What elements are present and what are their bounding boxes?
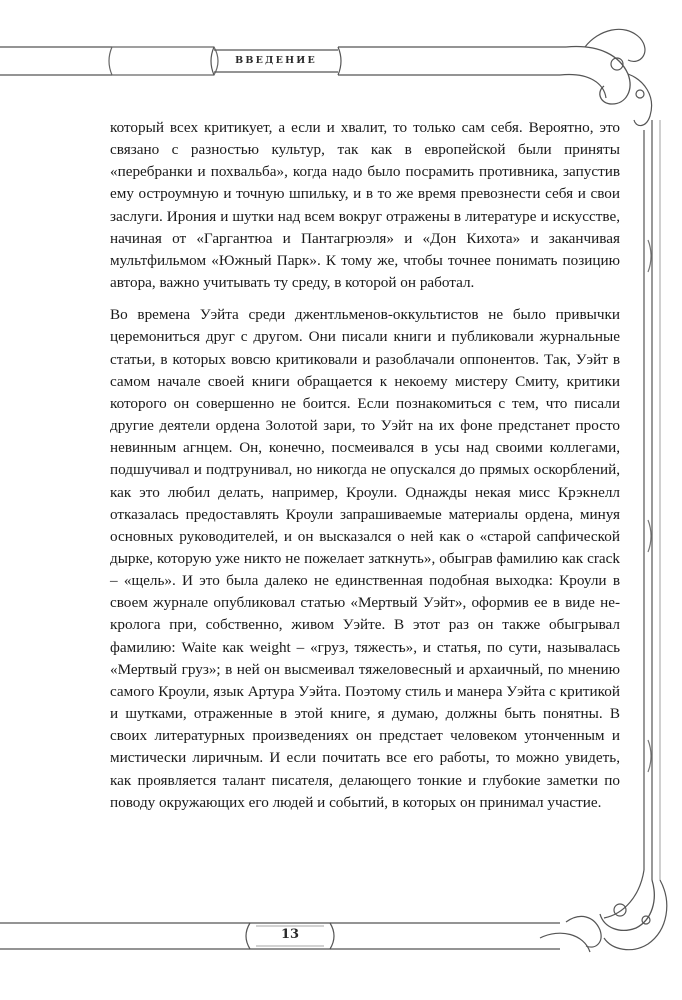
page-number: 13: [280, 927, 300, 942]
paragraph-2: Во времена Уэйта среди джентльменов-оккультистов не было привычки церемониться друг с другом. Они писали книги и публиковали журнальные статьи, в которых вовсю критиковали и разоблачали оппонентов. Так, Уэйт в самом начале своей книги обращается к некоему мистеру Смиту, критики которого он совершенно не боится. Если познакомиться с тем, что писали другие деятели ордена Золотой зари, то Уэйт на их фоне предстанет просто невинным агнцем. Он, конечно, посмеивался в усы над своими коллегами, подшучивал и подтрунивал, но никогда не опускался до прямых оскорблений, как это любил делать, например, Кроули. Однажды некая мисс Крэкнелл отказалась предоставлять Кроули запрашиваемые материалы ордена, минуя основных руководителей, и он высказался о ней как о «старой сапфической дырке, которую уже никто не пожелает заткнуть», обыграв фамилию как crack – «щель». И это была далеко не единственная подобная выходка: Кроули в своем журнале опубликовал статью «Мертвый Уэйт», оформив ее в виде некролога при, собственно, живом Уэйте. В этот раз он также обыгрывал фамилию: Waite как weight – «груз, тяжесть», и статья, по сути, называлась «Мертвый груз»; в ней он высмеивал тяжеловесный и архаичный, по мнению самого Кроули, язык Артура Уэйта. Поэтому стиль и манера Уэйта с критикой и шутками, отраженные в этой книге, я думаю, должны быть понятны. В своих литературных произведениях он предстает человеком утонченным и мистически лиричным. И если почитать все его работы, то можно увидеть, как проявляется талант писателя, делающего тонкие и глубокие заметки по поводу окружающих его людей и событий, в которых он принимал участие.: [110, 306, 620, 811]
body-text: [110, 117, 620, 814]
running-header-title: ВВЕДЕНИЕ: [235, 55, 317, 66]
paragraph-1: который всех критикует, а если и хвалит, то только сам себя. Вероятно, это связано с разностью культур, так как в европейской были приняты «перебранки и похвальба», когда надо было посрамить противника, запустив ему остроумную и точную шпильку, и в то же время превознести себя и свои заслуги. Ирония и шутки над всем вокруг отражены в литературе и искусстве, начиная от «Гаргантюа и Пантагрюэля» и «Дон Кихота» и заканчивая мультфильмом «Южный Парк». К тому же, чтобы точнее понимать позицию автора, важно учитывать ту среду, в которой он работал.: [110, 119, 620, 292]
